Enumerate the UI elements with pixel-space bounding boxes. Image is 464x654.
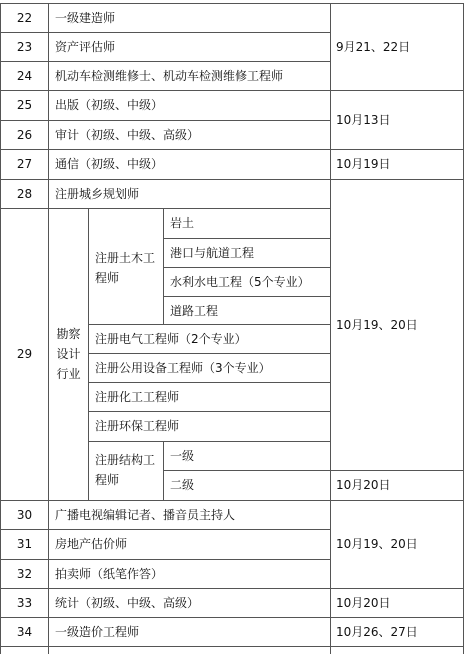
- rule: [163, 441, 164, 500]
- specialty: 岩土: [170, 216, 195, 230]
- subgroup-label-line: 注册土木工: [95, 251, 156, 265]
- exam-name: 注册环保工程师: [95, 419, 180, 433]
- exam-name: 注册电气工程师（2个专业）: [95, 332, 247, 346]
- row-number: 24: [16, 69, 33, 83]
- rule: [0, 32, 330, 33]
- rule: [88, 353, 330, 354]
- group-label-line: 行业: [56, 367, 81, 381]
- exam-name: 注册城乡规划师: [55, 187, 140, 201]
- exam-name: 通信（初级、中级）: [55, 157, 164, 171]
- subgroup-label-line: 程师: [95, 271, 120, 285]
- rule: [88, 411, 330, 412]
- subgroup-label: [95, 248, 155, 288]
- rule: [0, 529, 330, 530]
- exam-name: 注册公用设备工程师（3个专业）: [95, 361, 271, 375]
- row-number: 31: [16, 537, 33, 551]
- row-number: 32: [16, 567, 33, 581]
- rule: [0, 617, 464, 618]
- rule: [0, 90, 464, 91]
- rule: [0, 500, 464, 501]
- specialty: 一级: [170, 449, 195, 463]
- group-label: [49, 324, 88, 384]
- exam-date: 10月19、20日: [336, 318, 418, 332]
- rule: [0, 646, 464, 647]
- row-number: 33: [16, 596, 33, 610]
- rule: [163, 238, 330, 239]
- group-label-line: 勘察: [56, 327, 81, 341]
- rule: [88, 208, 89, 500]
- exam-name: 资产评估师: [55, 40, 116, 54]
- exam-name: 一级造价工程师: [55, 625, 140, 639]
- exam-date: 10月19、20日: [336, 537, 418, 551]
- exam-name: 统计（初级、中级、高级）: [55, 596, 200, 610]
- specialty: 二级: [170, 478, 195, 492]
- subgroup-label-line: 注册结构工: [95, 453, 156, 467]
- row-number: 28: [16, 187, 33, 201]
- exam-date: 9月21、22日: [336, 40, 411, 54]
- rule: [330, 3, 331, 654]
- rule: [0, 149, 464, 150]
- rule: [0, 120, 330, 121]
- exam-date: 10月13日: [336, 113, 391, 127]
- exam-name: 注册化工工程师: [95, 390, 180, 404]
- rule: [0, 179, 464, 180]
- rule: [163, 470, 464, 471]
- rule: [0, 3, 464, 4]
- subgroup-label: [95, 450, 155, 490]
- rule: [88, 382, 330, 383]
- exam-date: 10月20日: [336, 596, 391, 610]
- row-number: 26: [16, 128, 33, 142]
- row-number: 30: [16, 508, 33, 522]
- rule: [0, 61, 330, 62]
- exam-name: 房地产估价师: [55, 537, 128, 551]
- exam-date: 10月26、27日: [336, 625, 418, 639]
- specialty: 港口与航道工程: [170, 246, 255, 260]
- rule: [163, 267, 330, 268]
- rule: [163, 208, 164, 324]
- exam-name: 广播电视编辑记者、播音员主持人: [55, 508, 236, 522]
- row-number: 34: [16, 625, 33, 639]
- exam-name: 出版（初级、中级）: [55, 98, 164, 112]
- exam-name: 拍卖师（纸笔作答）: [55, 567, 164, 581]
- exam-name: 机动车检测维修士、机动车检测维修工程师: [55, 69, 284, 83]
- rule: [163, 296, 330, 297]
- exam-name: 审计（初级、中级、高级）: [55, 128, 200, 142]
- rule: [88, 324, 330, 325]
- row-number: 22: [16, 11, 33, 25]
- group-label-line: 设计: [56, 347, 81, 361]
- specialty: 水利水电工程（5个专业）: [170, 275, 310, 289]
- exam-date: 10月19日: [336, 157, 391, 171]
- specialty: 道路工程: [170, 304, 219, 318]
- rule: [0, 588, 464, 589]
- exam-date: 10月20日: [336, 478, 391, 492]
- rule: [0, 559, 330, 560]
- row-number: 29: [16, 347, 33, 361]
- row-number: 23: [16, 40, 33, 54]
- rule: [0, 208, 330, 209]
- subgroup-label-line: 程师: [95, 473, 120, 487]
- row-number: 25: [16, 98, 33, 112]
- rule: [88, 441, 330, 442]
- exam-name: 一级建造师: [55, 11, 116, 25]
- row-number: 27: [16, 157, 33, 171]
